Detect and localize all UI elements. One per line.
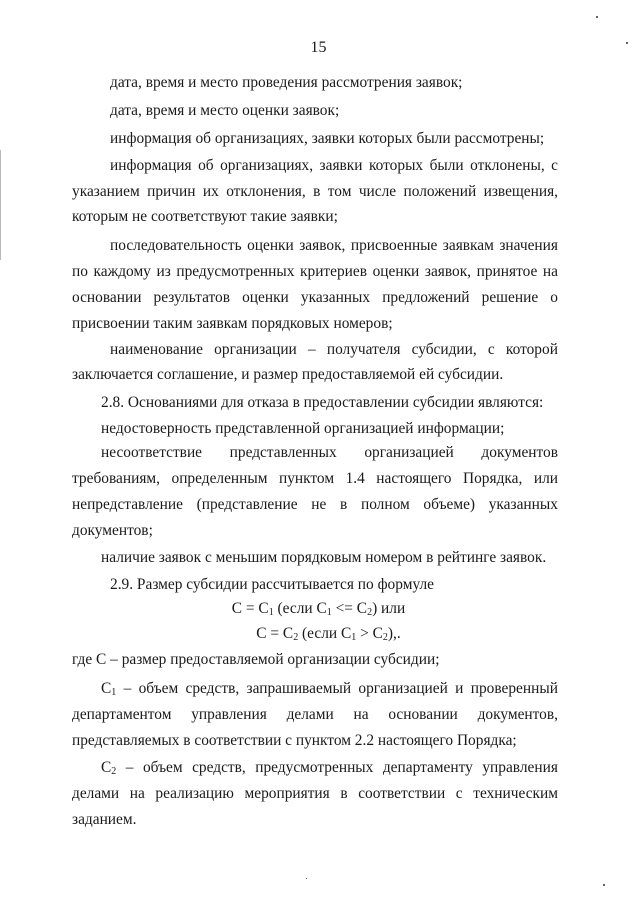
word: и — [455, 680, 464, 697]
word: техническим — [473, 785, 558, 802]
word: оценки — [242, 289, 289, 306]
formula-text: ),. — [387, 625, 401, 642]
text-line — [72, 262, 558, 282]
text-line — [110, 236, 558, 256]
section-heading: 2.9. Размер субсидии рассчитывается по формуле — [110, 576, 434, 593]
word: указанных — [488, 496, 558, 513]
word: оценки — [247, 237, 294, 254]
word: с — [487, 341, 495, 358]
word: средств, — [185, 680, 240, 697]
word: – — [307, 341, 316, 358]
page-number: 15 — [310, 39, 327, 56]
word: указанных — [300, 289, 371, 306]
formula-text: С = С — [256, 625, 294, 642]
word: в — [340, 785, 348, 802]
word: числе — [358, 183, 397, 200]
word: предусмотренных — [255, 759, 374, 776]
word: заявки — [319, 157, 363, 174]
text-line: недостоверность представленной организацией информации; — [101, 420, 505, 437]
formula-subscript: 2 — [382, 632, 388, 643]
text-line — [110, 340, 558, 360]
word: несоответствие — [101, 444, 203, 461]
scan-speck — [596, 16, 598, 18]
word: отклонены, — [470, 157, 545, 174]
word: отклонения, — [226, 183, 306, 200]
word: департаментом — [72, 706, 172, 723]
word: организациях, — [220, 157, 314, 174]
c1-definition — [101, 679, 558, 699]
text-line — [72, 705, 558, 725]
text-line — [72, 288, 558, 308]
word: по — [72, 263, 88, 280]
word: из — [156, 263, 171, 280]
text-line: дата, время и место оценки заявок; — [110, 102, 340, 119]
word: заявкам — [442, 237, 494, 254]
word: департаменту — [382, 759, 473, 776]
word: причин — [147, 183, 196, 200]
word: документов, — [477, 706, 558, 723]
word: (представление — [196, 496, 298, 513]
word: которой — [505, 341, 558, 358]
text-line: информация об организациях, заявки которых были рассмотрены; — [110, 130, 545, 147]
text-line: где С – размер предоставляемой организации субсидии; — [72, 651, 440, 668]
word: присвоенные — [350, 237, 438, 254]
word: оценки — [372, 263, 420, 280]
word: значения — [499, 237, 558, 254]
word: объем — [142, 759, 183, 776]
word: организацией — [358, 680, 448, 697]
formula-subscript: 2 — [293, 632, 299, 643]
scan-speck — [626, 42, 628, 44]
word: которых — [368, 157, 424, 174]
word: реализацию — [155, 785, 234, 802]
word: или — [533, 470, 558, 487]
word: 1.4 — [345, 470, 365, 487]
c2-definition — [101, 758, 558, 778]
word: – — [123, 680, 132, 697]
text-line — [101, 443, 558, 463]
word: с — [551, 157, 558, 174]
word: их — [202, 183, 219, 200]
word: с — [455, 785, 463, 802]
formula-text: ) или — [372, 600, 406, 617]
formula-1 — [0, 599, 637, 619]
text-line: заданием. — [72, 811, 137, 828]
word: предложений — [382, 289, 470, 306]
formula-text: С = С — [231, 600, 269, 617]
word: объем — [138, 680, 179, 697]
word: положений — [403, 183, 477, 200]
word: каждому — [93, 263, 151, 280]
word: объеме) — [423, 496, 476, 513]
word: определенным — [171, 470, 268, 487]
formula-2 — [0, 624, 637, 644]
text-line: которым не соответствуют такие заявки; — [72, 208, 338, 225]
word: получателя — [326, 341, 401, 358]
text-line — [72, 784, 558, 804]
word: на — [129, 785, 145, 802]
scan-edge — [0, 150, 1, 260]
word: предусмотренных — [176, 263, 295, 280]
word: в — [313, 183, 321, 200]
formula-text: (если С — [273, 600, 327, 617]
word: мероприятия — [244, 785, 330, 802]
word: проверенный — [470, 680, 558, 697]
word: представленных — [229, 444, 337, 461]
word: полном — [360, 496, 410, 513]
word: на — [542, 263, 558, 280]
word: на — [353, 706, 369, 723]
text-line — [72, 469, 558, 489]
word: делами — [72, 785, 120, 802]
word: субсидии, — [411, 341, 477, 358]
word: настоящего — [376, 470, 452, 487]
word: наименование — [110, 341, 204, 358]
text-line: присвоении таким заявкам порядковых номеров; — [72, 315, 393, 332]
formula-text: <= С — [331, 600, 368, 617]
word: заявок, — [424, 263, 472, 280]
word: том — [327, 183, 352, 200]
text-line — [72, 182, 558, 202]
word: заявок, — [299, 237, 346, 254]
text-line: заключается соглашение, и размер предоставляемой ей субсидии. — [72, 366, 504, 383]
word: извещения, — [483, 183, 558, 200]
word: основании — [72, 289, 142, 306]
word: организации — [214, 341, 297, 358]
word: соответствии — [358, 785, 446, 802]
word: запрашиваемый — [246, 680, 352, 697]
c1-symbol: $С_1$ — [101, 680, 117, 698]
text-line: представляемых в соответствии с пунктом 2.2 настоящего Порядка; — [72, 732, 517, 749]
formula-subscript: 1 — [268, 607, 274, 618]
word: управления — [482, 759, 558, 776]
word: результатов — [153, 289, 230, 306]
word: Порядка, — [463, 470, 523, 487]
formula-subscript: 2 — [367, 607, 373, 618]
word: указанием — [72, 183, 140, 200]
scan-speck — [603, 884, 605, 886]
text-line: дата, время и место проведения рассмотрения заявок; — [110, 74, 463, 91]
text-line — [110, 156, 558, 176]
word: средств, — [192, 759, 246, 776]
c2-symbol: $С_2$ — [101, 759, 117, 777]
word: организацией — [364, 444, 454, 461]
word: решение — [481, 289, 539, 306]
word: в — [340, 496, 348, 513]
word: о — [550, 289, 558, 306]
word: делами — [286, 706, 334, 723]
text-line: наличие заявок с меньшим порядковым номером в рейтинге заявок. — [101, 549, 547, 566]
word: пунктом — [278, 470, 335, 487]
section-heading: 2.8. Основаниями для отказа в предоставлении субсидии являются: — [101, 394, 544, 411]
formula-text: > С — [356, 625, 383, 642]
formula-subscript: 1 — [326, 607, 332, 618]
word: требованиям, — [72, 470, 161, 487]
formula-subscript: 1 — [351, 632, 357, 643]
word: принятое — [476, 263, 538, 280]
word: последовательность — [110, 237, 242, 254]
word: не — [311, 496, 327, 513]
text-line: документов; — [72, 522, 153, 539]
word: непредставление — [72, 496, 183, 513]
word: документов — [481, 444, 558, 461]
word: были — [429, 157, 464, 174]
word: критериев — [300, 263, 368, 280]
word: информация — [110, 157, 192, 174]
word: основании — [388, 706, 458, 723]
text-line — [72, 495, 558, 515]
scan-speck — [306, 878, 307, 879]
word: – — [125, 759, 134, 776]
word: об — [198, 157, 214, 174]
word: управления — [191, 706, 267, 723]
formula-text: (если С — [298, 625, 352, 642]
